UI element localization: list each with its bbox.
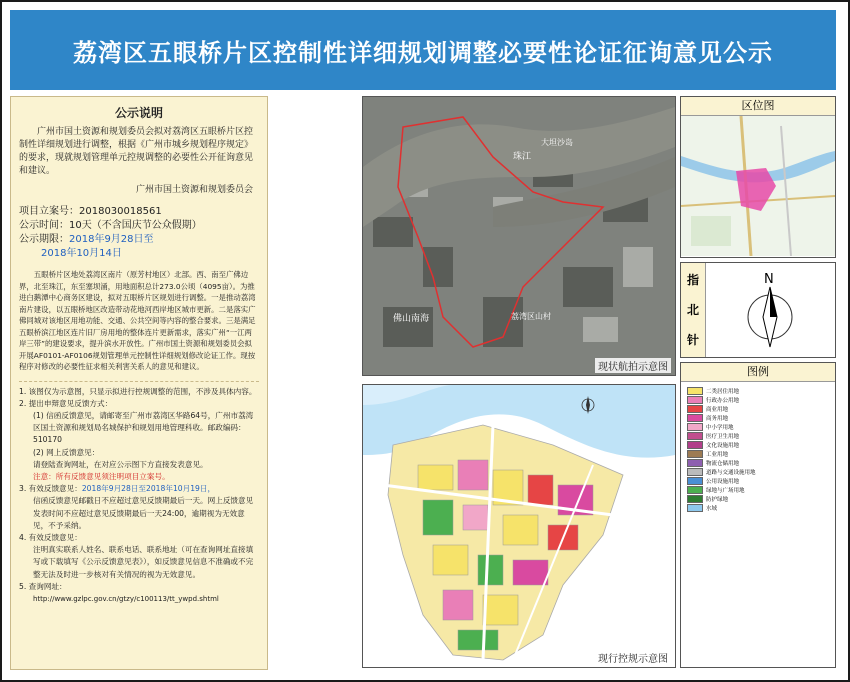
legend-item xyxy=(687,431,829,440)
legend-item xyxy=(687,467,829,476)
legend-item xyxy=(687,386,829,395)
note-3-label: 3. 有效反馈意见： xyxy=(19,484,82,494)
legend-swatch xyxy=(687,387,703,395)
aerial-label-island: 大坦沙岛 xyxy=(541,138,573,147)
legend-item xyxy=(687,476,829,485)
note-4-label: 4. 有效反馈意见： xyxy=(19,532,82,542)
location-map-title: 区位图 xyxy=(681,97,835,116)
aerial-map-image xyxy=(363,97,675,375)
legend-swatch xyxy=(687,432,703,440)
legend-label: 防护绿地 xyxy=(706,496,729,503)
legend-label: 商务用地 xyxy=(706,415,729,422)
deadline-label: 公示期限： xyxy=(19,234,69,245)
legend-swatch xyxy=(687,441,703,449)
aerial-map xyxy=(362,96,676,376)
legend-label: 文化设施用地 xyxy=(706,442,740,449)
period-value: 10天（不含国庆节公众假期） xyxy=(69,220,202,231)
page-title: 荔湾区五眼桥片区控制性详细规划调整必要性论证征询意见公示 xyxy=(73,38,773,67)
project-label: 项目立案号： xyxy=(19,206,79,217)
legend-label: 二类居住用地 xyxy=(706,388,740,395)
project-description: 五眼桥片区地处荔湾区南片（原芳村地区）北部。西、南至广佛边界，北至珠江，东至塞坝涌，用地面积总计273.0公顷（4095亩）。为推进白鹅潭中心商务区建设，拟对五眼桥片区规划进行调整。一是推动荔湾南片建设，以五眼桥地区改造带动花地河西岸地区城市更新。二是落实广佛同城对该地区用地功能、交通、公共空间等内容的整合要求。三是满足五眼桥滨江地区连片旧厂房用地的整体连片更新需求，落实广州“一江两岸三带”的建设要求，提升滨水开放性。广州市国土资源和规划委员会拟开展AF0101-AF0106规划管理单元控制性详细规划修改论证工作。现按程序对修改的必要性征求相关利害关系人的意见和建议。 xyxy=(19,270,256,371)
location-map-image xyxy=(681,116,835,256)
legend-swatch xyxy=(687,405,703,413)
legend-label: 水域 xyxy=(706,505,718,512)
north-arrow-box xyxy=(680,262,836,358)
legend-title: 图例 xyxy=(681,363,835,382)
note-1: 1. 该图仅为示意图，只显示拟进行控规调整的范围，不涉及具体内容。 xyxy=(19,386,257,396)
query-url[interactable]: http://www.gzlpc.gov.cn/gtzy/c100113/tt_ywpd.shtml xyxy=(33,594,219,603)
legend-item xyxy=(687,440,829,449)
north-letter: N xyxy=(764,272,774,287)
legend-item xyxy=(687,494,829,503)
deadline-end: 2018年10月14日 xyxy=(41,248,122,259)
note-5-label: 5. 查询网址： xyxy=(19,581,67,591)
notice-intro: 广州市国土资源和规划委员会拟对荔湾区五眼桥片区控制性详细规划进行调整，根据《广州市城乡规划程序规定》的要求，现就规划管理单元控规调整的必要性公开征询意见和建议。 xyxy=(19,127,254,176)
legend-swatch xyxy=(687,459,703,467)
legend-label: 绿地与广场用地 xyxy=(706,487,745,494)
notes-section xyxy=(19,381,259,606)
notice-org: 广州市国土资源和规划委员会 xyxy=(135,185,253,195)
legend-label: 商业用地 xyxy=(706,406,729,413)
legend-swatch xyxy=(687,396,703,404)
north-arrow-icon xyxy=(705,263,835,357)
legend-box xyxy=(680,362,836,668)
aerial-label-nanhai: 佛山南海 xyxy=(393,314,430,324)
legend-item xyxy=(687,485,829,494)
aerial-label-village: 荔湾区山村 xyxy=(511,312,551,321)
note-4-text: 注明真实联系人姓名、联系电话、联系地址（可在查询网址直接填写或下载填写《公示反馈意见表》），如反馈意见信息不准确或不完整无法及时进一步核对有关情况的视为无效意见。 xyxy=(33,545,254,579)
legend-swatch xyxy=(687,450,703,458)
location-map-box xyxy=(680,96,836,258)
legend-label: 公用设施用地 xyxy=(706,478,740,485)
legend-swatch xyxy=(687,423,703,431)
legend-label: 工业用地 xyxy=(706,451,729,458)
title-banner xyxy=(10,10,836,90)
period-label: 公示时间： xyxy=(19,220,69,231)
legend-label: 物流仓储用地 xyxy=(706,460,740,467)
notice-meta xyxy=(19,205,259,261)
legend-label: 医疗卫生用地 xyxy=(706,433,740,440)
note-2a: (1) 信函反馈意见，请邮寄至广州市荔湾区华路64号，广州市荔湾区国土资源和规划局名城保护和规划用地管理科收。邮政编码：510170 xyxy=(33,410,254,445)
control-plan-map xyxy=(362,384,676,668)
legend-item xyxy=(687,422,829,431)
note-3-date: 2018年9月28日至2018年10月19日， xyxy=(81,484,216,494)
legend-swatch xyxy=(687,468,703,476)
legend-item xyxy=(687,503,829,512)
legend-item xyxy=(687,404,829,413)
control-plan-image xyxy=(363,385,675,667)
legend-item xyxy=(687,413,829,422)
project-number: 2018030018561 xyxy=(79,206,162,217)
north-label-column xyxy=(681,263,706,357)
legend-label: 中小学用地 xyxy=(706,424,734,431)
legend-item xyxy=(687,395,829,404)
aerial-caption: 现状航拍示意图 xyxy=(595,358,671,373)
note-2: 2. 提出申辩意见反馈方式： xyxy=(19,398,113,408)
deadline-start: 2018年9月28日至 xyxy=(69,234,154,245)
legend-item xyxy=(687,449,829,458)
legend-item xyxy=(687,458,829,467)
legend-swatch xyxy=(687,495,703,503)
note-3-text: 信函反馈意见邮戳日不应超过意见反馈期最后一天。网上反馈意见发表时间不应超过意见反馈期最后一天24:00，逾期视为无效意见，不予采纳。 xyxy=(33,496,254,530)
north-char-2: 北 xyxy=(686,303,699,317)
aerial-label-river: 珠江 xyxy=(513,152,532,162)
notice-heading: 公示说明 xyxy=(114,106,163,120)
note-2b: (2) 网上反馈意见： xyxy=(33,447,100,457)
north-char-1: 指 xyxy=(686,273,699,287)
north-char-3: 针 xyxy=(686,333,699,347)
legend-swatch xyxy=(687,486,703,494)
legend-label: 道路与交通设施用地 xyxy=(706,469,756,476)
legend-label: 行政办公用地 xyxy=(706,397,740,404)
legend-swatch xyxy=(687,414,703,422)
notice-panel xyxy=(10,96,268,670)
note-2-warning: 注意：所有反馈意见须注明项目立案号。 xyxy=(33,471,170,481)
note-2b-text: 请登陆查询网址，在对应公示图下方直接发表意见。 xyxy=(33,459,208,469)
legend-swatch xyxy=(687,477,703,485)
legend-swatch xyxy=(687,504,703,512)
control-caption: 现行控规示意图 xyxy=(595,650,671,665)
legend-list xyxy=(681,382,835,516)
